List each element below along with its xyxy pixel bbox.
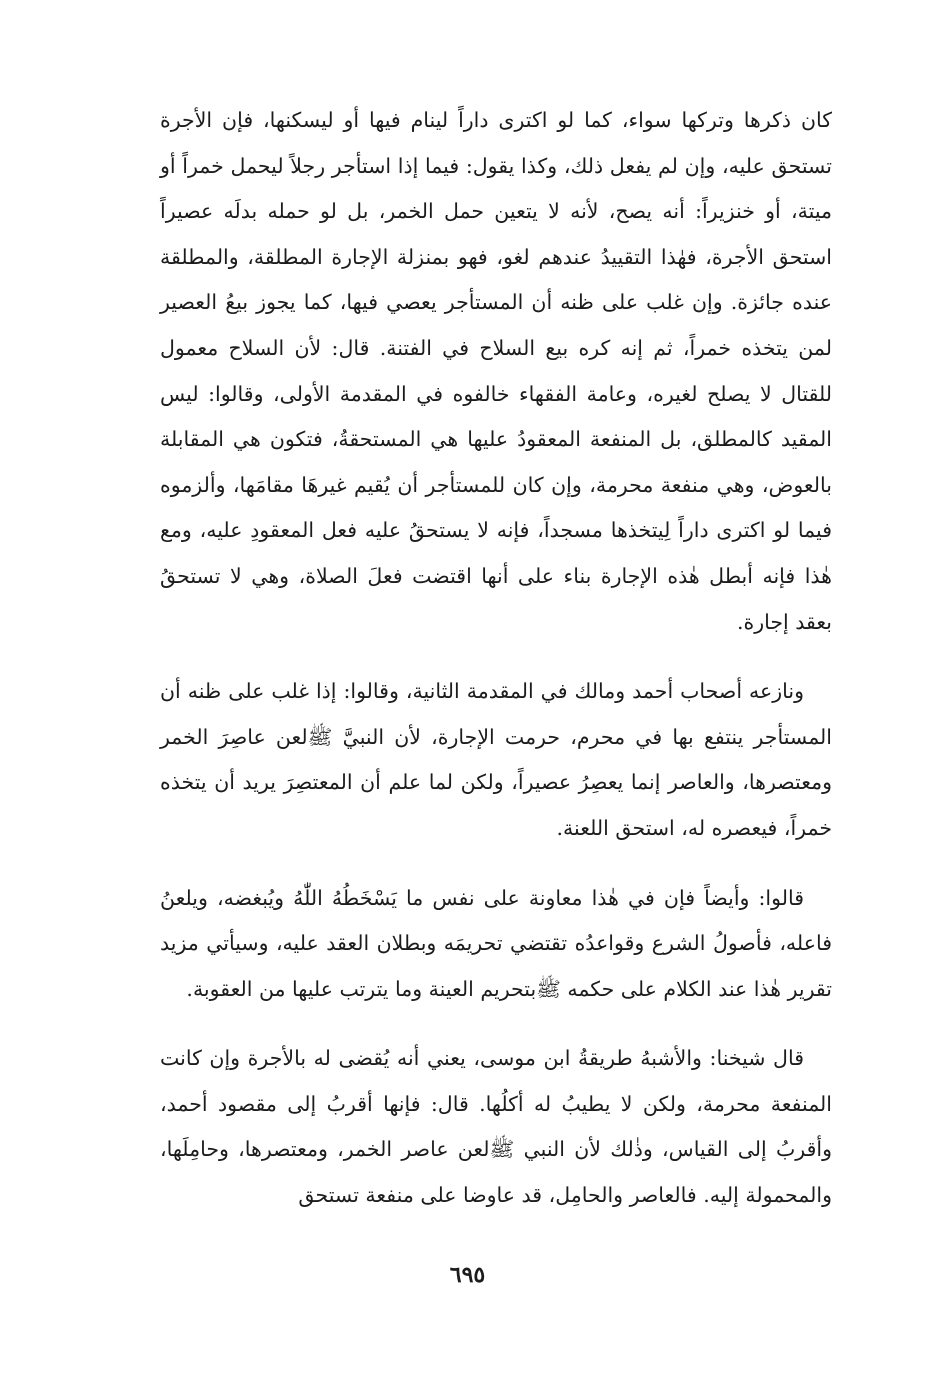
page-number: ٦٩٥ bbox=[449, 1262, 486, 1288]
paragraph-2: ونازعه أصحاب أحمد ومالك في المقدمة الثانية، وقالوا: إذا غلب على ظنه أن المستأجر ينتفع بها في محرم، حرمت الإجارة، لأن النبيَّ ﷺلعن عاصِرَ الخمر ومعتصرها، والعاصر إنما يعصِرُ عصيراً، ولكن لما علم أن المعتصِرَ يريد أن يتخذه خمراً، فيعصره له، استحق اللعنة. bbox=[160, 679, 832, 840]
page-body bbox=[160, 98, 832, 1219]
paragraph-3: قالوا: وأيضاً فإن في هٰذا معاونة على نفس ما يَسْخَطُهُ اللّٰهُ ويُبغضه، ويلعنُ فاعله، فأصولُ الشرع وقواعدُه تقتضي تحريمَه وبطلان العقد عليه، وسيأتي مزيد تقرير هٰذا عند الكلام على حكمه ﷺبتحريم العينة وما يترتب عليها من العقوبة. bbox=[160, 885, 832, 1001]
paragraph-4: قال شيخنا: والأشبهُ طريقةُ ابن موسى، يعني أنه يُقضى له بالأجرة وإن كانت المنفعة محرمة، ولكن لا يطيبُ له أكلُها. قال: فإنها أقربُ إلى مقصود أحمد، وأقربُ إلى القياس، وذٰلك لأن النبي ﷺلعن عاصر الخمر، ومعتصرها، وحامِلَها، والمحمولة إليه. فالعاصر والحامِل، قد عاوضا على منفعة تستحق bbox=[160, 1046, 832, 1208]
paragraph-1: كان ذكرها وتركها سواء، كما لو اكترى داراً لينام فيها أو ليسكنها، فإن الأجرة تستحق عليه، وإن لم يفعل ذلك، وكذا يقول: فيما إذا استأجر رجلاً ليحمل خمراً أو ميتة، أو خنزيراً: أنه يصح، لأنه لا يتعين حمل الخمر، بل لو حمله بدلَه عصيراً استحق الأجرة، فهٰذا التقييدُ عندهم لغو، فهو بمنزلة الإجارة المطلقة، والمطلقة عنده جائزة. وإن غلب على ظنه أن المستأجر يعصي فيها، كما يجوز بيعُ العصير لمن يتخذه خمراً، ثم إنه كره بيع السلاح في الفتنة. قال: لأن السلاح معمول للقتال لا يصلح لغيره، وعامة الفقهاء خالفوه في المقدمة الأولى، وقالوا: ليس المقيد كالمطلق، بل المنفعة المعقودُ عليها هي المستحقةُ، فتكون هي المقابلة بالعوض، وهي منفعة محرمة، وإن كان للمستأجر أن يُقيم غيرهَا مقامَها، وألزموه فيما لو اكترى داراً لِيتخذها مسجداً، فإنه لا يستحقُ عليه فعل المعقودِ عليه، ومع هٰذا فإنه أبطل هٰذه الإجارة بناء على أنها اقتضت فعلَ الصلاة، وهي لا تستحقُ بعقد إجارة. bbox=[160, 108, 833, 634]
